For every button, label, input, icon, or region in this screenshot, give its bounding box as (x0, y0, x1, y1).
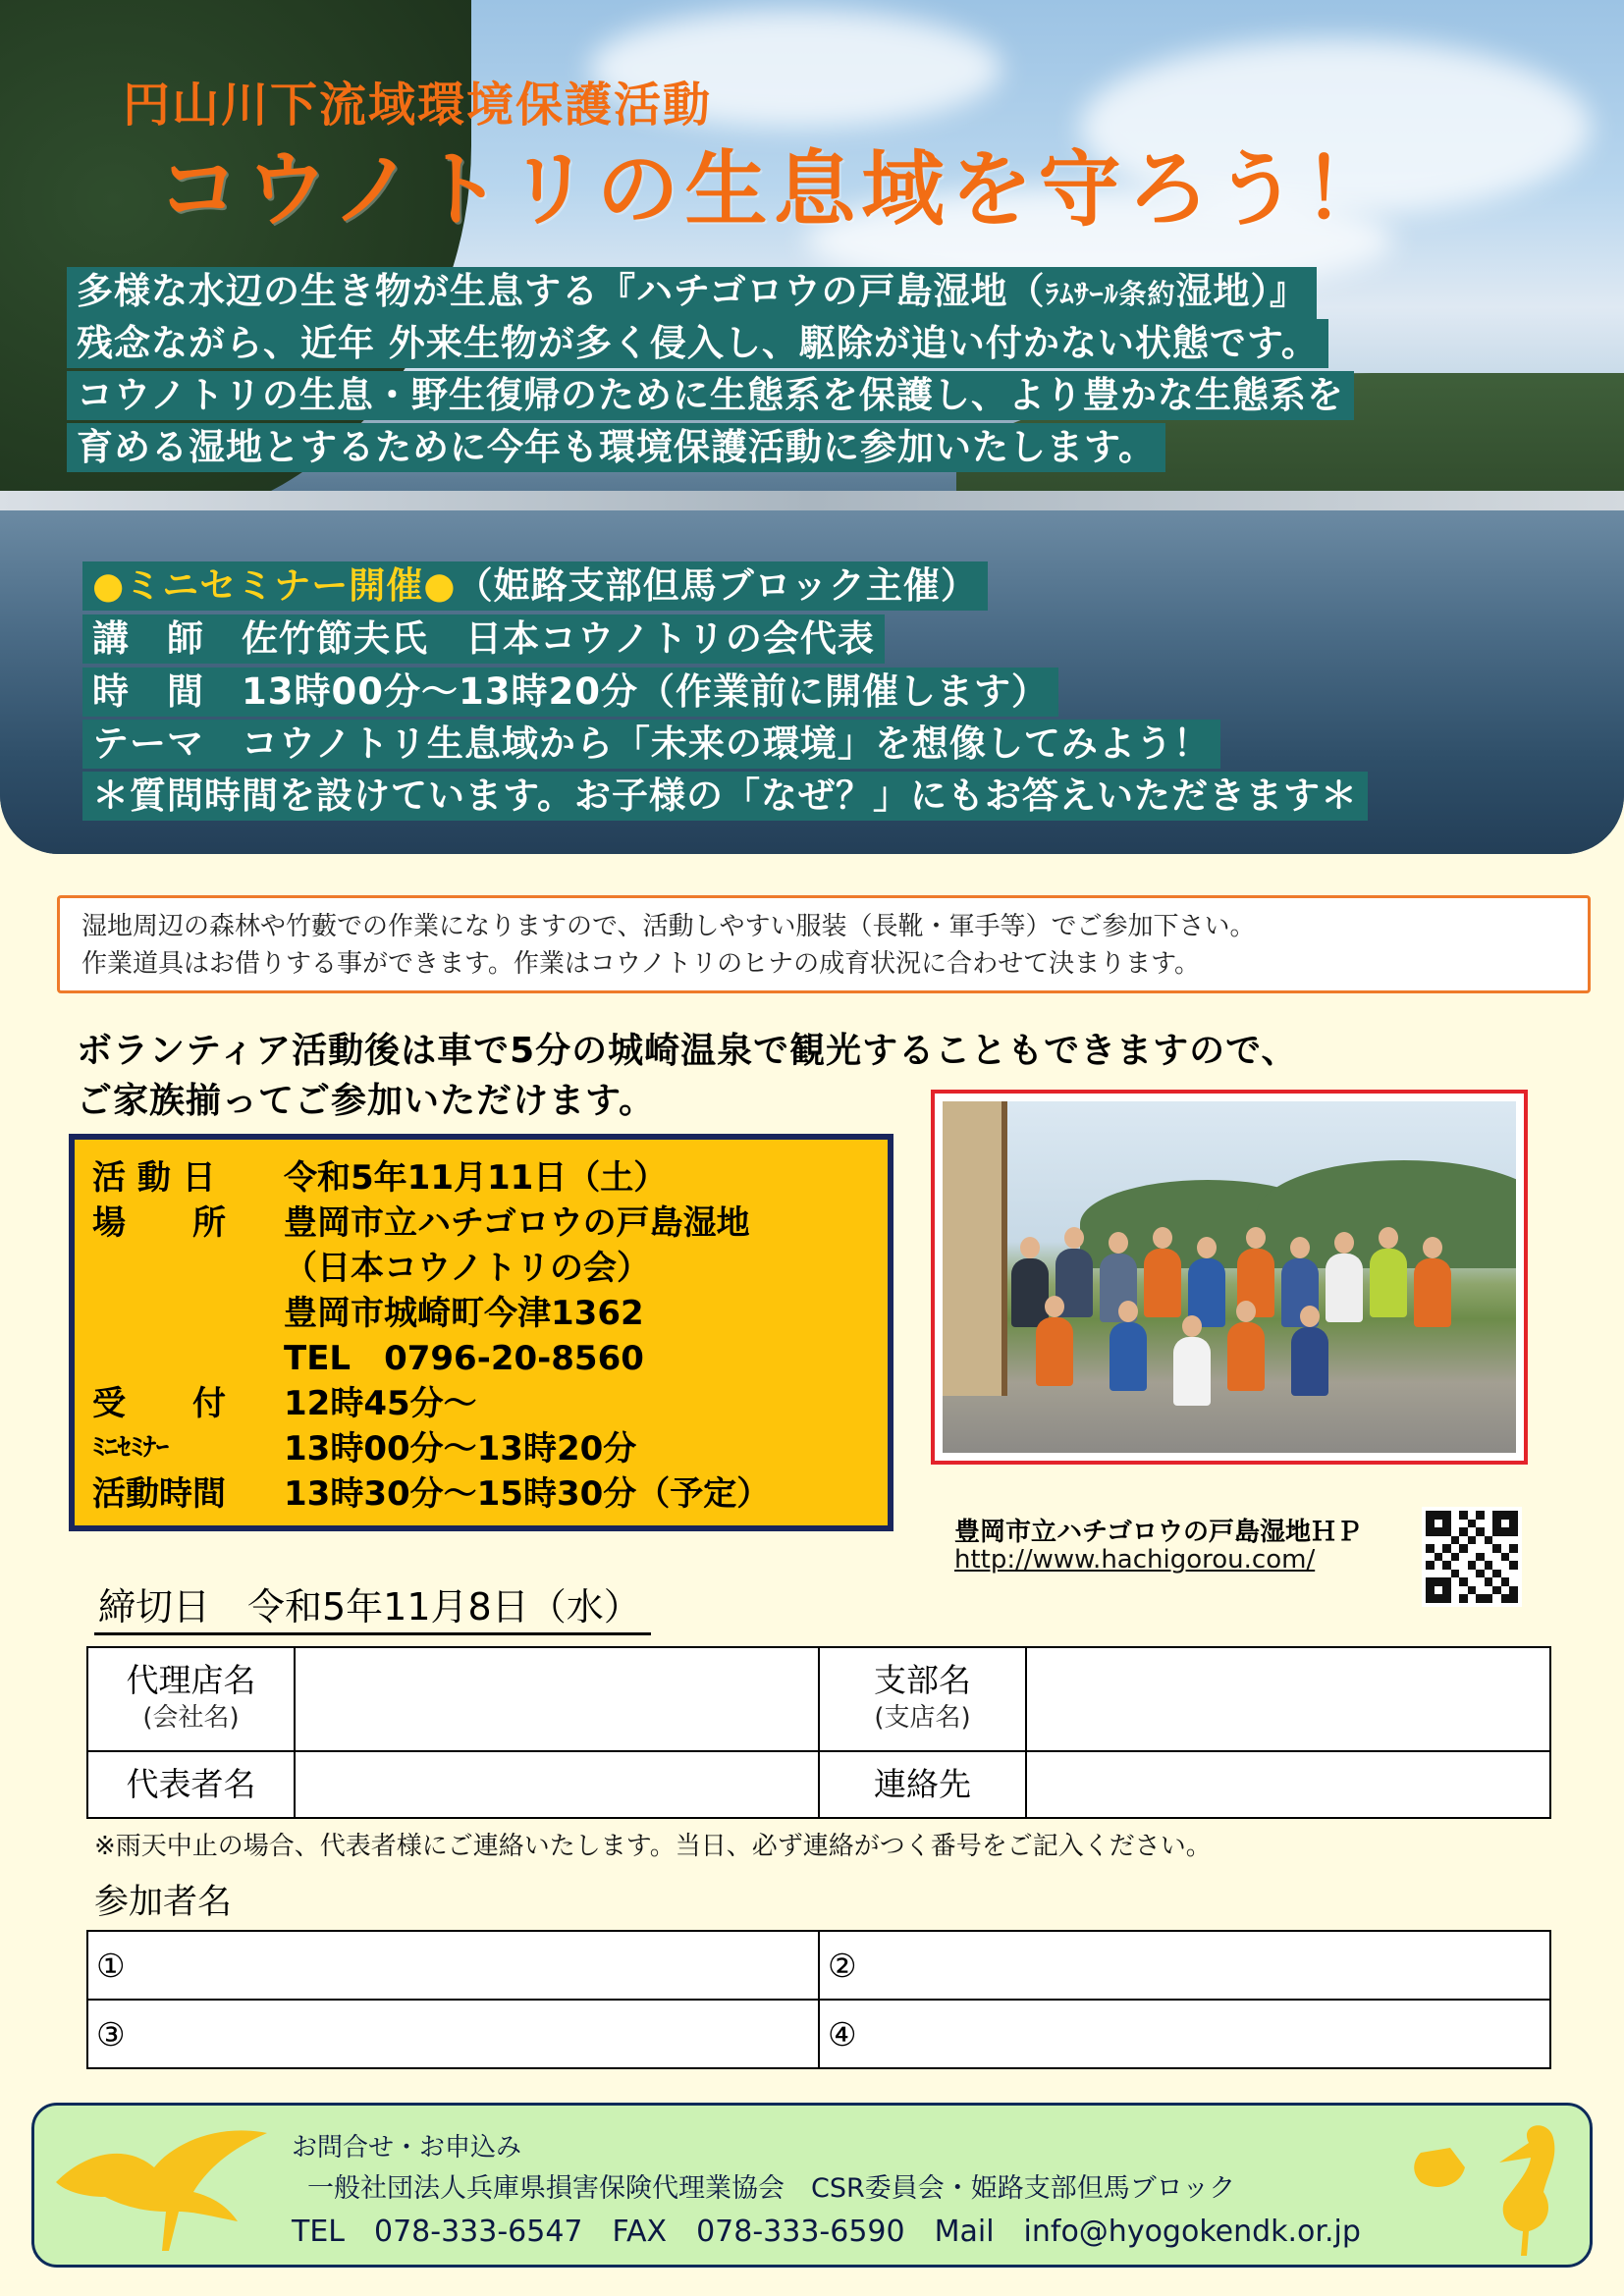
notice-line-2: 作業道具はお借りする事ができます。作業はコウノトリのヒナの成育状況に合わせて決まります。 (81, 949, 1201, 979)
contact-label: 連絡先 (819, 1751, 1026, 1818)
agency-label (87, 1647, 295, 1751)
rain-note: ※雨天中止の場合、代表者様にご連絡いたします。当日、必ず連絡がつく番号をご記入ください。 (94, 1832, 1212, 1861)
info-value: 13時00分～13時20分 (284, 1428, 637, 1468)
photo-person (1291, 1327, 1328, 1396)
qr-code (1422, 1507, 1522, 1607)
agency-label-text: 代理店名 (126, 1661, 256, 1699)
contact-field[interactable] (1026, 1751, 1550, 1818)
branch-label (819, 1647, 1026, 1751)
intro-line-1-a: 多様な水辺の生き物が生息する『ハチゴロウの戸島湿地（ (77, 270, 1046, 312)
participant-field-4[interactable]: ④ (819, 2000, 1550, 2068)
intro-line-3: コウノトリの生息・野生復帰のために生態系を保護し、より豊かな生態系を (67, 371, 1354, 420)
info-row (92, 1468, 870, 1513)
participant-field-1[interactable]: ① (87, 1931, 819, 2000)
seminar-heading: ●ミニセミナー開催● (92, 564, 457, 607)
info-row (92, 1332, 870, 1377)
seminar-heading-line (82, 561, 988, 611)
info-value: 令和5年11月11日（土） (284, 1157, 668, 1198)
info-row (92, 1242, 870, 1287)
photo-person (1144, 1249, 1181, 1317)
event-subtitle: 円山川下流域環境保護活動 (123, 78, 713, 133)
organization-name: 一般社団法人兵庫県損害保険代理業協会 CSR委員会・姫路支部但馬ブロック (307, 2173, 1236, 2204)
info-key: 受 付 (92, 1383, 226, 1423)
participant-field-2[interactable]: ② (819, 1931, 1550, 2000)
info-value: （日本コウノトリの会） (284, 1248, 650, 1288)
lead-line-1: ボランティア活動後は車で5分の城崎温泉で観光することもできますので、 (77, 1031, 1298, 1071)
photo-person (1173, 1337, 1211, 1406)
hp-label: 豊岡市立ハチゴロウの戸島湿地ＨＰ (954, 1518, 1362, 1547)
info-value: 12時45分～ (284, 1383, 477, 1423)
agency-sub-label: (会社名) (142, 1703, 240, 1733)
info-row (92, 1287, 870, 1332)
info-row (92, 1422, 870, 1468)
stork-carrying-baby-icon (1381, 2113, 1578, 2261)
representative-field[interactable] (295, 1751, 819, 1818)
info-row (92, 1151, 870, 1197)
event-info-box (69, 1134, 893, 1531)
lead-line-2: ご家族揃ってご参加いただけます。 (77, 1081, 656, 1121)
info-key: 場 所 (92, 1202, 226, 1243)
intro-line-2: 残念ながら、近年 外来生物が多く侵入し、駆除が追い付かない状態です。 (67, 319, 1328, 368)
info-key: ﾐﾆｾﾐﾅｰ (92, 1432, 170, 1463)
info-key: 活 動 日 (92, 1157, 216, 1198)
branch-sub-label: (支店名) (874, 1703, 971, 1733)
seminar-time: 時 間 13時00分～13時20分（作業前に開催します） (82, 667, 1058, 717)
photo-person (1110, 1322, 1147, 1391)
hp-link[interactable]: http://www.hachigorou.com/ (954, 1545, 1316, 1575)
stork-flying-icon (46, 2113, 282, 2261)
info-row (92, 1377, 870, 1422)
branch-field[interactable] (1026, 1647, 1550, 1751)
clothing-notice (57, 895, 1591, 993)
notice-line-1: 湿地周辺の森林や竹藪での作業になりますので、活動しやすい服装（長靴・軍手等）でご参加下さい。 (81, 912, 1256, 941)
participants-label: 参加者名 (94, 1883, 233, 1922)
group-photo-image (943, 1101, 1516, 1453)
photo-person (1370, 1249, 1407, 1317)
contact-details: TEL 078-333-6547 FAX 078-333-6590 Mail info@hyogokendk.or.jp (292, 2215, 1361, 2249)
info-value: 13時30分～15時30分（予定） (284, 1473, 771, 1514)
agency-field[interactable] (295, 1647, 819, 1751)
info-value: 豊岡市城崎町今津1362 (284, 1293, 644, 1333)
seminar-lecturer: 講 師 佐竹節夫氏 日本コウノトリの会代表 (82, 614, 885, 664)
applicant-form (86, 1646, 1551, 1819)
intro-line-1-small: ﾗﾑｻｰﾙ条約 (1045, 278, 1176, 310)
riverbank (0, 491, 1624, 510)
participants-table (86, 1930, 1551, 2069)
intro-line-4: 育める湿地とするために今年も環境保護活動に参加いたします。 (67, 423, 1165, 472)
photo-person (1326, 1254, 1363, 1322)
participant-field-3[interactable]: ③ (87, 2000, 819, 2068)
intro-line-1-b: 湿地）』 (1175, 270, 1308, 312)
group-photo (931, 1090, 1528, 1465)
branch-label-text: 支部名 (873, 1661, 971, 1699)
photo-person (1227, 1322, 1265, 1391)
event-title: コウノトリの生息域を守ろう！ (157, 141, 1392, 238)
info-key: 活動時間 (92, 1473, 226, 1514)
info-value: TEL 0796-20-8560 (284, 1338, 644, 1378)
seminar-theme: テーマ コウノトリ生息域から「未来の環境」を想像してみよう！ (82, 720, 1220, 769)
photo-house (943, 1101, 1007, 1396)
seminar-organizer: （姫路支部但馬ブロック主催） (456, 564, 978, 607)
photo-person (1414, 1258, 1451, 1327)
contact-footer (31, 2103, 1593, 2268)
photo-person (1036, 1317, 1073, 1386)
seminar-note: ＊質問時間を設けています。お子様の「なぜ？」にもお答えいただきます＊ (82, 772, 1368, 821)
photo-person (1011, 1258, 1049, 1327)
info-value: 豊岡市立ハチゴロウの戸島湿地 (284, 1202, 750, 1243)
intro-line-1 (67, 267, 1317, 319)
contact-heading: お問合せ・お申込み (292, 2133, 522, 2163)
representative-label: 代表者名 (87, 1751, 295, 1818)
info-row (92, 1197, 870, 1242)
deadline: 締切日 令和5年11月8日（水） (94, 1576, 651, 1635)
